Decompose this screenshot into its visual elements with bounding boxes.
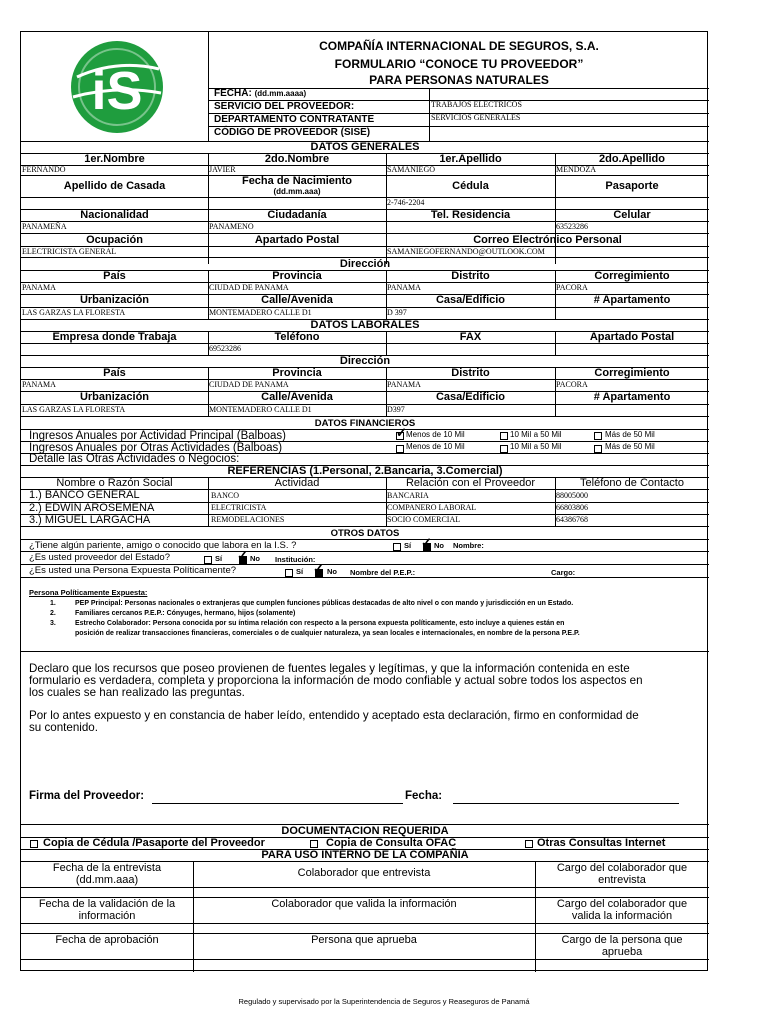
- check-mark-icon: ✓: [237, 548, 248, 563]
- check-mark-icon: ✓: [313, 561, 324, 576]
- label-pais-laboral: País: [103, 367, 126, 379]
- cedula-field[interactable]: 2-746-2204: [387, 198, 425, 207]
- ref-3-nombre[interactable]: 3.) MIGUEL LARGACHA: [29, 514, 151, 526]
- codigo-label: CÓDIGO DE PROVEEDOR (SISE): [214, 127, 371, 138]
- label-corregimiento-laboral: Corregimiento: [594, 367, 670, 379]
- company-name: COMPAÑÍA INTERNACIONAL DE SEGUROS, S.A.: [319, 39, 599, 53]
- doc-otras-checkbox[interactable]: [525, 840, 533, 848]
- label-empresa: Empresa donde Trabaja: [52, 331, 177, 343]
- pep-item-2-num: 2.: [50, 610, 56, 617]
- form-title: FORMULARIO “CONOCE TU PROVEEDOR”: [334, 57, 584, 71]
- fecha-validacion-label-2: información: [78, 910, 136, 922]
- ocupacion-field[interactable]: ELECTRICISTA GENERAL: [22, 247, 117, 256]
- ingresos-otras-10-50-checkbox[interactable]: [500, 445, 508, 453]
- colaborador-entrevista-label: Colaborador que entrevista: [297, 867, 431, 879]
- check-mark-icon: ✓: [396, 425, 407, 440]
- distrito-field[interactable]: PANAMA: [387, 283, 421, 292]
- cargo-entrevista-label-2: entrevista: [598, 874, 646, 886]
- pep-item-1: PEP Principal: Personas nacionales o extranjeras que cumplen funciones públicas destacadas de alto nivel o con mando y jurisdicción en un Estado.: [75, 600, 574, 607]
- label-provincia: Provincia: [272, 270, 322, 282]
- ref-header-actividad: Actividad: [274, 477, 320, 489]
- label-apartado-postal: Apartado Postal: [254, 234, 340, 246]
- pariente-no-label: No: [434, 541, 444, 550]
- direccion-laboral-title: Dirección: [339, 355, 391, 367]
- celular-field[interactable]: 63523286: [556, 222, 588, 231]
- corregimiento-laboral-field[interactable]: PACORA: [556, 380, 588, 389]
- cargo-aprueba-label: Cargo de la persona que: [561, 934, 683, 946]
- label-casa: Casa/Edificio: [435, 294, 506, 306]
- label-ciudadania: Ciudadanía: [267, 209, 327, 221]
- company-logo: [63, 39, 171, 135]
- declaracion-linea-2: formulario es verdadera, completa y proporciona la información de modo confiable y actual sobre todos los aspectos en: [29, 674, 643, 687]
- label-correo: Correo Electrónico Personal: [473, 234, 622, 246]
- opt-menos-10: Menos de 10 Mil: [406, 430, 465, 439]
- cargo-pep-label: Cargo:: [551, 568, 576, 577]
- label-nacionalidad: Nacionalidad: [80, 209, 149, 221]
- pep-item-2: Familiares cercanos P.E.P.: Cónyuges, hermano, hijos (solamente): [75, 610, 296, 617]
- ref-2-actividad[interactable]: ELECTRICISTA: [211, 503, 267, 512]
- section-uso-interno: PARA USO INTERNO DE LA COMPAÑIA: [261, 849, 469, 861]
- pregunta-proveedor-estado: ¿Es usted proveedor del Estado?: [29, 552, 171, 563]
- fecha-firma-label: Fecha:: [405, 790, 443, 802]
- ingresos-otras-label: Ingresos Anuales por Otras Actividades (Balboas): [29, 442, 283, 454]
- label-urbanizacion: Urbanización: [79, 294, 150, 306]
- doc-ofac-checkbox[interactable]: [310, 840, 318, 848]
- ref-header-relacion: Relación con el Proveedor: [405, 477, 536, 489]
- estado-si-label: Sí: [215, 554, 223, 563]
- label-apellido-casada: Apellido de Casada: [63, 180, 166, 192]
- ref-3-actividad[interactable]: REMODELACIONES: [211, 515, 285, 524]
- section-datos-laborales: DATOS LABORALES: [310, 319, 420, 331]
- pais-laboral-field[interactable]: PANAMA: [22, 380, 56, 389]
- label-corregimiento: Corregimiento: [594, 270, 670, 282]
- fecha-validacion-label: Fecha de la validación de la: [38, 898, 176, 910]
- institucion-label: Institución:: [275, 555, 316, 564]
- depto-label: DEPARTAMENTO CONTRATANTE: [214, 114, 375, 125]
- telefono-laboral-field[interactable]: 69523286: [209, 344, 241, 353]
- correo-field[interactable]: SAMANIEGOFERNANDO@OUTLOOK.COM: [387, 247, 545, 256]
- ref-header-telefono: Teléfono de Contacto: [580, 477, 684, 489]
- fecha-entrevista-format: (dd.mm.aaa): [75, 874, 139, 886]
- pep-definicion-title: Persona Políticamente Expuesta:: [29, 588, 148, 597]
- provincia-laboral-field[interactable]: CIUDAD DE PANAMA: [209, 380, 289, 389]
- section-referencias: REFERENCIAS (1.Personal, 2.Bancaria, 3.Comercial): [227, 465, 503, 477]
- label-segundo-apellido: 2do.Apellido: [599, 153, 665, 165]
- kyc-form: [20, 31, 708, 971]
- label-cedula: Cédula: [452, 180, 489, 192]
- servicio-label: SERVICIO DEL PROVEEDOR:: [214, 101, 355, 112]
- ref-1-actividad[interactable]: BANCO: [211, 491, 240, 500]
- label-calle: Calle/Avenida: [261, 294, 333, 306]
- label-apartamento-laboral: # Apartamento: [593, 391, 671, 403]
- urbanizacion-field[interactable]: LAS GARZAS LA FLORESTA: [22, 308, 126, 317]
- label-telefono-laboral: Teléfono: [274, 331, 320, 343]
- nombre-pep-label: Nombre del P.E.P.:: [350, 568, 416, 577]
- fecha-label: FECHA: (dd.mm.aaaa): [214, 88, 307, 99]
- firma-field[interactable]: [152, 803, 403, 804]
- label-distrito: Distrito: [451, 270, 490, 282]
- ref-header-nombre: Nombre o Razón Social: [56, 477, 173, 489]
- primer-nombre-field[interactable]: FERNANDO: [22, 165, 66, 174]
- pariente-nombre-label: Nombre:: [453, 541, 484, 550]
- doc-cedula-checkbox[interactable]: [30, 840, 38, 848]
- section-otros-datos: OTROS DATOS: [330, 528, 400, 539]
- ingresos-principal-10-50-checkbox[interactable]: [500, 432, 508, 440]
- label-urbanizacion-laboral: Urbanización: [79, 391, 150, 403]
- pep-item-3-cont: posición de realizar transacciones financieras, comerciales o de cualquier naturaleza, ya sean locales e internacionales, en nombre de la persona P.E.P.: [75, 630, 580, 637]
- opt-mas-50-2: Más de 50 Mil: [605, 442, 655, 451]
- provincia-field[interactable]: CIUDAD DE PANAMA: [209, 283, 289, 292]
- calle-laboral-field[interactable]: MONTEMADERO CALLE D1: [209, 405, 312, 414]
- pep-si-checkbox[interactable]: [285, 569, 293, 577]
- label-calle-laboral: Calle/Avenida: [261, 391, 333, 403]
- pep-si-label: Sí: [296, 567, 304, 576]
- distrito-laboral-field[interactable]: PANAMA: [387, 380, 421, 389]
- opt-menos-10-2: Menos de 10 Mil: [406, 442, 465, 451]
- pep-item-3: Estrecho Colaborador: Persona conocida por su íntima relación con respecto a la persona expuesta políticamente, esto incluye a quienes están en: [75, 620, 565, 627]
- ref-2-relacion[interactable]: COMPANERO LABORAL: [387, 503, 477, 512]
- pregunta-pep: ¿Es usted una Persona Expuesta Políticamente?: [29, 565, 237, 576]
- ref-1-relacion[interactable]: BANCARIA: [387, 491, 429, 500]
- label-fax: FAX: [459, 331, 482, 343]
- cargo-aprueba-label-2: aprueba: [601, 946, 643, 958]
- label-distrito-laboral: Distrito: [451, 367, 490, 379]
- corregimiento-field[interactable]: PACORA: [556, 283, 588, 292]
- label-primer-apellido: 1er.Apellido: [439, 153, 502, 165]
- fecha-firma-field[interactable]: [453, 803, 679, 804]
- cargo-valida-label-2: valida la información: [571, 910, 673, 922]
- svg-text:iS: iS: [91, 61, 143, 121]
- check-mark-icon: ✓: [421, 535, 432, 550]
- pariente-si-checkbox[interactable]: [393, 543, 401, 551]
- segundo-apellido-field[interactable]: MENDOZA: [556, 165, 596, 174]
- section-datos-generales: DATOS GENERALES: [310, 141, 420, 153]
- direccion-personal-title: Dirección: [339, 258, 391, 270]
- urbanizacion-laboral-field[interactable]: LAS GARZAS LA FLORESTA: [22, 405, 126, 414]
- calle-field[interactable]: MONTEMADERO CALLE D1: [209, 308, 312, 317]
- label-fecha-nacimiento: Fecha de Nacimiento: [241, 175, 353, 187]
- cargo-valida-label: Cargo del colaborador que: [556, 898, 688, 910]
- pregunta-pariente: ¿Tiene algún pariente, amigo o conocido que labora en la I.S. ?: [29, 540, 297, 551]
- pep-no-label: No: [327, 567, 337, 576]
- primer-apellido-field[interactable]: SAMANIEGO: [387, 165, 435, 174]
- label-segundo-nombre: 2do.Nombre: [264, 153, 330, 165]
- nacionalidad-field[interactable]: PANAMEÑA: [22, 222, 67, 231]
- declaracion-linea-5: su contenido.: [29, 721, 98, 734]
- firma-label: Firma del Proveedor:: [29, 790, 145, 802]
- pep-item-1-num: 1.: [50, 600, 56, 607]
- ref-2-telefono[interactable]: 66803806: [556, 503, 588, 512]
- label-primer-nombre: 1er.Nombre: [84, 153, 145, 165]
- label-apartado-laboral: Apartado Postal: [589, 331, 675, 343]
- footer-regulation: Regulado y supervisado por la Superintendencia de Seguros y Reaseguros de Panamá: [238, 997, 530, 1006]
- label-apartamento: # Apartamento: [593, 294, 671, 306]
- section-datos-financieros: DATOS FINANCIEROS: [314, 418, 416, 429]
- casa-field[interactable]: D 397: [387, 308, 407, 317]
- ref-3-telefono[interactable]: 64386768: [556, 515, 588, 524]
- pariente-si-label: Sí: [404, 541, 412, 550]
- estado-no-label: No: [250, 554, 260, 563]
- doc-cedula-label: Copia de Cédula /Pasaporte del Proveedor: [43, 837, 265, 849]
- declaracion-linea-4: Por lo antes expuesto y en constancia de haber leído, entendido y aceptado esta declaración, firmo en conformidad de: [29, 709, 639, 722]
- label-tel-residencia: Tel. Residencia: [430, 209, 511, 221]
- ref-3-relacion[interactable]: SOCIO COMERCIAL: [387, 515, 461, 524]
- ingresos-otras-mas-50-checkbox[interactable]: [594, 445, 602, 453]
- label-celular: Celular: [613, 209, 651, 221]
- ingresos-otras-menos-10-checkbox[interactable]: [396, 445, 404, 453]
- fecha-nacimiento-format: (dd.mm.aaa): [273, 187, 321, 196]
- opt-10-50-2: 10 Mil a 50 Mil: [510, 442, 562, 451]
- depto-value[interactable]: SERVICIOS GENERALES: [431, 113, 521, 122]
- servicio-value[interactable]: TRABAJOS ELECTRICOS: [431, 100, 522, 109]
- doc-ofac-label: Copia de Consulta OFAC: [326, 837, 457, 849]
- ref-1-nombre[interactable]: 1.) BANCO GENERAL: [29, 489, 140, 501]
- ref-1-telefono[interactable]: 88005000: [556, 491, 588, 500]
- otras-actividades-label: Detalle las Otras Actividades o Negocios:: [29, 453, 240, 465]
- casa-laboral-field[interactable]: D397: [387, 405, 405, 414]
- form-subtitle: PARA PERSONAS NATURALES: [369, 73, 549, 87]
- fecha-entrevista-label: Fecha de la entrevista: [52, 862, 162, 874]
- label-casa-laboral: Casa/Edificio: [435, 391, 506, 403]
- label-pais: País: [103, 270, 126, 282]
- cargo-entrevista-label: Cargo del colaborador que: [556, 862, 688, 874]
- label-pasaporte: Pasaporte: [605, 180, 659, 192]
- ref-2-nombre[interactable]: 2.) EDWIN AROSEMENA: [29, 502, 155, 514]
- pais-field[interactable]: PANAMA: [22, 283, 56, 292]
- label-provincia-laboral: Provincia: [272, 367, 322, 379]
- doc-otras-label: Otras Consultas Internet: [537, 837, 666, 849]
- opt-mas-50: Más de 50 Mil: [605, 430, 655, 439]
- declaracion-linea-3: los cuales se han realizado las preguntas.: [29, 686, 245, 699]
- segundo-nombre-field[interactable]: JAVIER: [209, 165, 236, 174]
- fecha-aprobacion-label: Fecha de aprobación: [55, 934, 159, 946]
- colaborador-valida-label: Colaborador que valida la información: [271, 898, 457, 910]
- label-ocupacion: Ocupación: [86, 234, 143, 246]
- opt-10-50: 10 Mil a 50 Mil: [510, 430, 562, 439]
- declaracion-linea-1: Declaro que los recursos que poseo provienen de fuentes legales y legítimas, y que la información contenida en este: [29, 662, 630, 675]
- estado-si-checkbox[interactable]: [204, 556, 212, 564]
- ingresos-principal-mas-50-checkbox[interactable]: [594, 432, 602, 440]
- section-documentacion: DOCUMENTACION REQUERIDA: [281, 825, 449, 837]
- ciudadania-field[interactable]: PANAMENO: [209, 222, 254, 231]
- pep-item-3-num: 3.: [50, 620, 56, 627]
- ingresos-principal-label: Ingresos Anuales por Actividad Principal (Balboas): [29, 430, 286, 442]
- persona-aprueba-label: Persona que aprueba: [311, 934, 417, 946]
